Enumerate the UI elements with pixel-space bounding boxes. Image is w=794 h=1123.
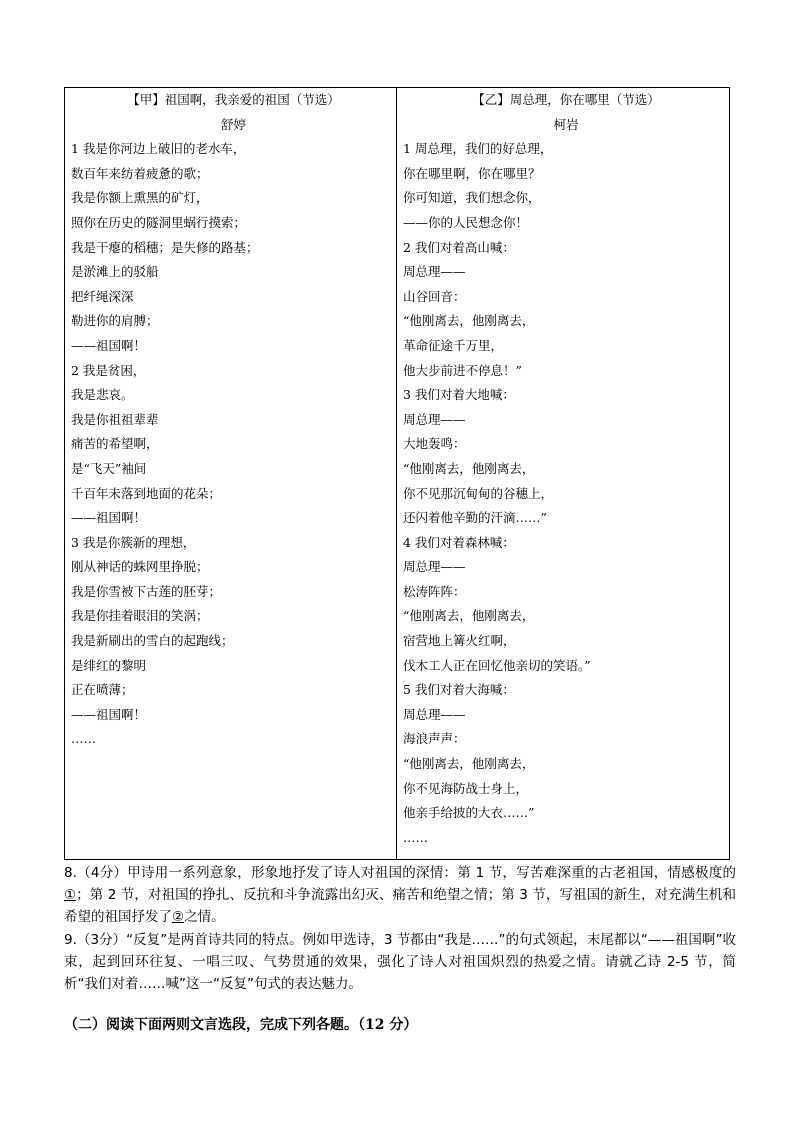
poem-line: ——祖国啊！ (71, 337, 147, 353)
question-8-blank-2: ② (172, 909, 185, 926)
question-8 (64, 862, 736, 929)
poem-line: 我是你祖祖辈辈 (71, 411, 159, 427)
poem-line: 伐木工人正在回忆他亲切的笑语。” (403, 657, 591, 673)
poem-line: 周总理—— (403, 706, 466, 722)
poem-jia-column (65, 88, 397, 859)
poem-line: 5 我们对着大海喊： (403, 682, 515, 698)
poem-line: 3 我是你簇新的理想， (71, 534, 196, 550)
poem-line: 4 我们对着森林喊： (403, 534, 515, 550)
poem-line: “他刚离去，他刚离去， (403, 460, 535, 476)
poem-yi-column (397, 88, 729, 859)
poem-jia-lines (71, 137, 396, 752)
poem-line: 松涛阵阵： (403, 583, 466, 599)
poem-line: “他刚离去，他刚离去， (403, 756, 535, 772)
question-8-text-c: 之情。 (184, 909, 225, 926)
poem-yi-lines (403, 137, 729, 850)
poem-line: 他大步前进不停息！” (403, 362, 522, 378)
poem-line: …… (403, 829, 428, 845)
poem-line: 我是你额上熏黑的矿灯， (71, 190, 209, 206)
poem-line: “他刚离去，他刚离去， (403, 313, 535, 329)
poem-line: …… (71, 731, 96, 747)
poem-line: 我是干瘪的稻穗；是失修的路基； (71, 239, 259, 255)
poem-line: 我是悲哀。 (71, 387, 134, 403)
poem-line: 我是新刷出的雪白的起跑线； (71, 633, 234, 649)
poem-line: 勒进你的肩膊； (71, 313, 159, 329)
poem-line: 是“飞天”袖间 (71, 460, 147, 476)
poem-line: 山谷回音： (403, 288, 466, 304)
poem-line: 大地轰鸣： (403, 436, 466, 452)
poem-line: 2 我们对着高山喊： (403, 239, 515, 255)
poem-line: 把纤绳深深 (71, 288, 134, 304)
poem-line: ——祖国啊！ (71, 510, 147, 526)
poem-line: 革命征途千万里， (403, 337, 504, 353)
poem-line: ——你的人民想念你！ (403, 214, 529, 230)
poem-yi-title: 【乙】周总理，你在哪里（节选） (472, 92, 660, 107)
poem-line: 1 我是你河边上破旧的老水车， (71, 141, 246, 157)
questions-block (64, 862, 736, 995)
poem-line: 正在喷薄； (71, 682, 134, 698)
poem-yi-author: 柯岩 (553, 116, 579, 132)
section-two-heading: （二）阅读下面两则文言选段，完成下列各题。（12 分） (64, 1017, 418, 1033)
poem-line: 我是你雪被下古莲的胚芽； (71, 583, 222, 599)
poem-line: 周总理—— (403, 264, 466, 280)
poem-line: 照你在历史的隧洞里蜗行摸索； (71, 214, 247, 230)
poem-line: 刚从神话的蛛网里挣脱； (71, 559, 209, 575)
poem-line: 千百年未落到地面的花朵； (71, 485, 222, 501)
poem-line: 你在哪里啊，你在哪里？ (403, 165, 541, 181)
poem-comparison-table (64, 87, 730, 860)
poem-line: 海浪声声： (403, 731, 466, 747)
poem-jia-title: 【甲】祖国啊，我亲爱的祖国（节选） (127, 92, 340, 107)
question-9: 9.（3分）“反复”是两首诗共同的特点。例如甲选诗，3 节都由“我是……”的句式领起，末尾都以“——祖国啊”收束，起到回环往复、一唱三叹、气势贯通的效果，强化了诗人对祖国炽烈的热爱之情。请就乙诗 2-5 节，简析“我们对着……喊”这一“反复”句式的表达魅力。 (64, 931, 736, 993)
poem-line: 痛苦的希望啊， (71, 436, 159, 452)
poem-line: 宿营地上篝火红啊， (403, 633, 516, 649)
poem-line: ——祖国啊！ (71, 706, 147, 722)
poem-line: 周总理—— (403, 559, 466, 575)
question-8-blank-1: ① (64, 887, 77, 904)
poem-line: 3 我们对着大地喊： (403, 387, 515, 403)
poem-line: 2 我是贫困， (71, 362, 146, 378)
poem-line: 你可知道，我们想念你， (403, 190, 541, 206)
poem-line: “他刚离去，他刚离去， (403, 608, 535, 624)
poem-line: 周总理—— (403, 411, 466, 427)
poem-jia-author: 舒婷 (220, 116, 246, 132)
poem-line: 数百年来纺着疲惫的歌； (71, 165, 209, 181)
poem-line: 还闪着他辛勤的汗滴……” (403, 510, 547, 526)
question-8-text-b: ；第 2 节，对祖国的挣扎、反抗和斗争流露出幻灭、痛苦和绝望之情；第 3 节，写祖国的新生，对充满生机和希望的祖国抒发了 (64, 887, 737, 926)
poem-line: 我是你挂着眼泪的笑涡； (71, 608, 209, 624)
poem-line: 是淤滩上的驳船 (71, 264, 159, 280)
question-8-text-a: 8.（4分）甲诗用一系列意象，形象地抒发了诗人对祖国的深情：第 1 节，写苦难深重的古老祖国，情感极度的 (64, 865, 736, 881)
poem-line: 你不见海防战士身上， (403, 780, 529, 796)
poem-line: 是绯红的黎明 (71, 657, 147, 673)
poem-line: 你不见那沉甸甸的谷穗上， (403, 485, 554, 501)
poem-line: 1 周总理，我们的好总理， (403, 141, 553, 157)
poem-line: 他亲手给披的大衣……” (403, 805, 535, 821)
